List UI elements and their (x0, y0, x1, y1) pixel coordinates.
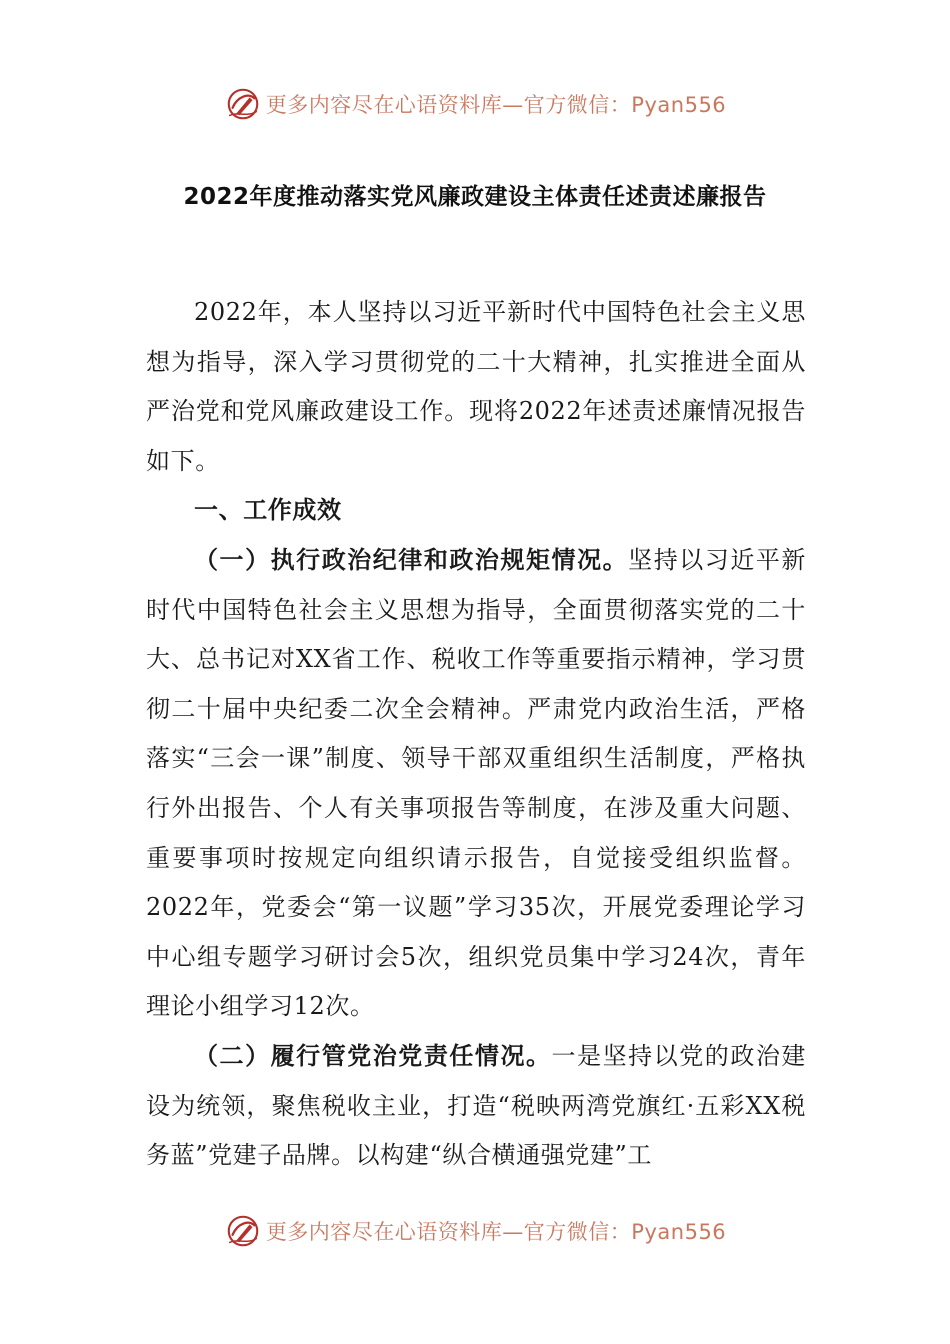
subsection-text: 一是坚持以党的政治建设为统领，聚焦税收主业，打造“税映两湾党旗红·五彩XX税务蓝”党建子品牌。以构建“纵合横通强党建”工 (146, 1041, 806, 1170)
subsection-political-discipline (146, 536, 806, 1032)
header-watermark (0, 82, 950, 126)
document-body (146, 288, 806, 1181)
pen-swirl-logo-icon (224, 1212, 262, 1250)
section-heading-work-results: 一、工作成效 (194, 496, 342, 525)
watermark-text: 更多内容尽在心语资料库—官方微信：Pyan556 (265, 1220, 727, 1244)
intro-paragraph: 2022年，本人坚持以习近平新时代中国特色社会主义思想为指导，深入学习贯彻党的二十大精神，扎实推进全面从严治党和党风廉政建设工作。现将2022年述责述廉情况报告如下。 (146, 298, 806, 475)
footer-watermark (0, 1209, 950, 1253)
subsection-text: 坚持以习近平新时代中国特色社会主义思想为指导，全面贯彻落实党的二十大、总书记对XX省工作、税收工作等重要指示精神，学习贯彻二十届中央纪委二次全会精神。严肃党内政治生活，严格落实“三会一课”制度、领导干部双重组织生活制度，严格执行外出报告、个人有关事项报告等制度，在涉及重大问题、重要事项时按规定向组织请示报告，自觉接受组织监督。2022年，党委会“第一议题”学习35次，开展党委理论学习中心组专题学习研讨会5次，组织党员集中学习24次，青年理论小组学习12次。 (146, 545, 807, 1021)
subsection-lead: （一）执行政治纪律和政治规矩情况。 (194, 545, 629, 574)
document-title: 2022年度推动落实党风廉政建设主体责任述责述廉报告 (183, 184, 767, 210)
pen-swirl-logo-icon (224, 85, 262, 123)
subsection-lead: （二）履行管党治党责任情况。 (194, 1041, 552, 1070)
subsection-party-governance (146, 1032, 806, 1181)
watermark-text: 更多内容尽在心语资料库—官方微信：Pyan556 (265, 93, 727, 117)
